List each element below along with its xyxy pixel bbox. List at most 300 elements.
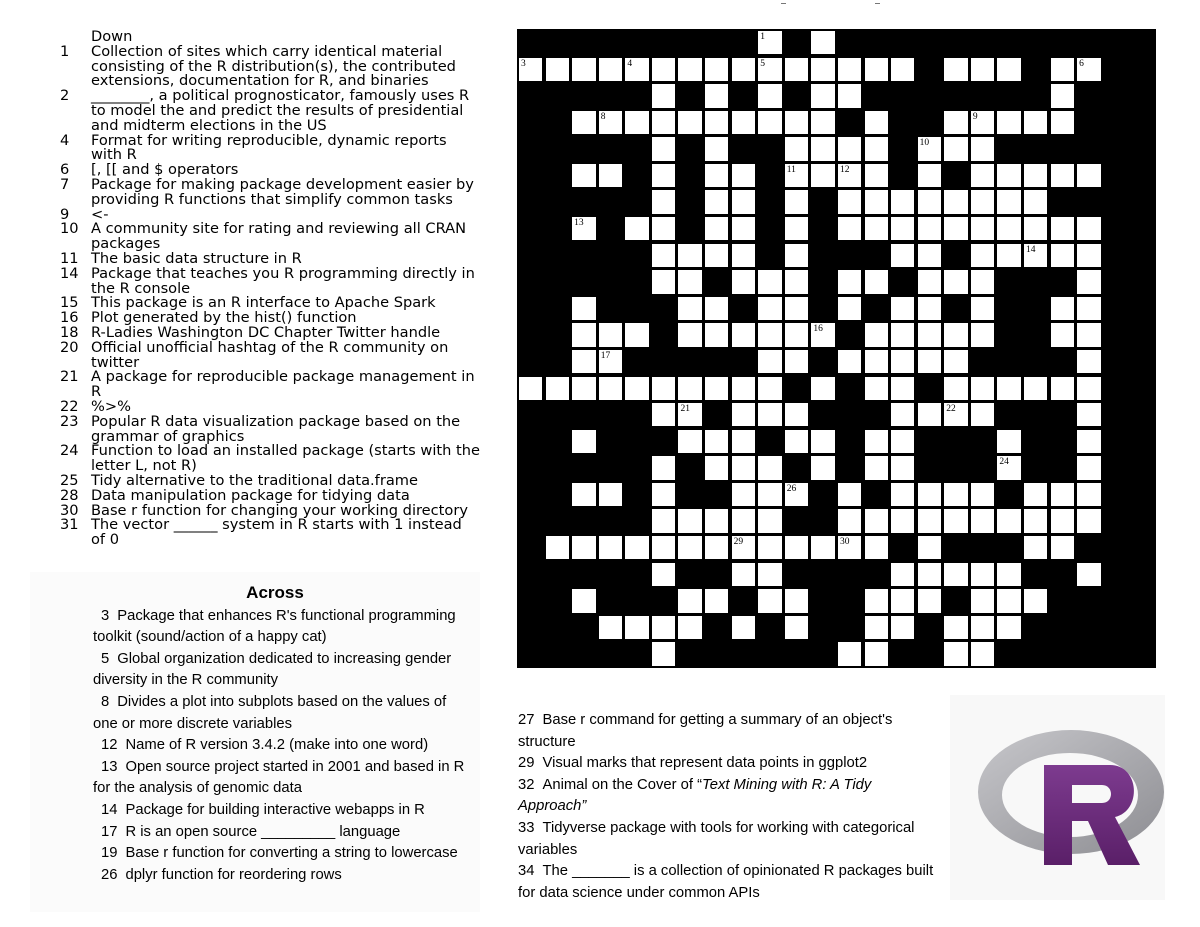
crossword-cell[interactable] [677, 429, 702, 454]
crossword-cell[interactable] [571, 588, 596, 613]
crossword-cell[interactable] [1050, 482, 1075, 507]
crossword-cell[interactable] [784, 189, 809, 214]
crossword-cell[interactable] [917, 136, 942, 161]
crossword-cell[interactable] [757, 296, 782, 321]
crossword-cell[interactable] [731, 243, 756, 268]
crossword-cell[interactable] [970, 508, 995, 533]
crossword-cell[interactable] [837, 136, 862, 161]
crossword-cell[interactable] [837, 189, 862, 214]
crossword-cell[interactable] [943, 216, 968, 241]
crossword-cell[interactable] [996, 376, 1021, 401]
crossword-cell[interactable] [731, 429, 756, 454]
crossword-cell[interactable] [757, 83, 782, 108]
crossword-cell[interactable] [757, 482, 782, 507]
crossword-cell[interactable] [704, 376, 729, 401]
crossword-cell[interactable] [1076, 508, 1101, 533]
crossword-cell[interactable] [996, 615, 1021, 640]
crossword-cell[interactable] [1023, 376, 1048, 401]
crossword-cell[interactable] [784, 482, 809, 507]
crossword-cell[interactable] [864, 641, 889, 666]
crossword-cell[interactable] [784, 269, 809, 294]
crossword-cell[interactable] [1076, 163, 1101, 188]
crossword-cell[interactable] [996, 163, 1021, 188]
crossword-cell[interactable] [677, 243, 702, 268]
crossword-cell[interactable] [757, 269, 782, 294]
crossword-cell[interactable] [571, 216, 596, 241]
crossword-cell[interactable] [864, 455, 889, 480]
crossword-cell[interactable] [704, 163, 729, 188]
crossword-cell[interactable] [757, 588, 782, 613]
crossword-cell[interactable] [784, 588, 809, 613]
crossword-cell[interactable] [810, 110, 835, 135]
crossword-cell[interactable] [704, 83, 729, 108]
crossword-cell[interactable] [970, 163, 995, 188]
crossword-cell[interactable] [1076, 455, 1101, 480]
crossword-cell[interactable] [1023, 110, 1048, 135]
crossword-cell[interactable] [1050, 163, 1075, 188]
crossword-cell[interactable] [837, 641, 862, 666]
crossword-cell[interactable] [651, 57, 676, 82]
crossword-cell[interactable] [864, 110, 889, 135]
crossword-cell[interactable] [651, 243, 676, 268]
crossword-cell[interactable] [784, 110, 809, 135]
crossword-cell[interactable] [731, 508, 756, 533]
crossword-cell[interactable] [864, 615, 889, 640]
crossword-cell[interactable] [571, 349, 596, 374]
crossword-cell[interactable] [943, 402, 968, 427]
crossword-cell[interactable] [624, 535, 649, 560]
crossword-cell[interactable] [704, 296, 729, 321]
crossword-cell[interactable] [864, 189, 889, 214]
crossword-cell[interactable] [731, 189, 756, 214]
crossword-cell[interactable] [731, 482, 756, 507]
crossword-cell[interactable] [731, 57, 756, 82]
crossword-cell[interactable] [890, 349, 915, 374]
crossword-cell[interactable] [651, 641, 676, 666]
crossword-cell[interactable] [1023, 189, 1048, 214]
crossword-cell[interactable] [837, 216, 862, 241]
crossword-cell[interactable] [651, 615, 676, 640]
crossword-cell[interactable] [890, 455, 915, 480]
crossword-cell[interactable] [677, 508, 702, 533]
crossword-cell[interactable] [1076, 243, 1101, 268]
crossword-cell[interactable] [571, 429, 596, 454]
crossword-cell[interactable] [970, 189, 995, 214]
crossword-cell[interactable] [864, 136, 889, 161]
crossword-cell[interactable] [1050, 508, 1075, 533]
crossword-cell[interactable] [917, 243, 942, 268]
crossword-cell[interactable] [970, 482, 995, 507]
crossword-cell[interactable] [1050, 83, 1075, 108]
crossword-cell[interactable] [518, 376, 543, 401]
crossword-cell[interactable] [677, 376, 702, 401]
crossword-cell[interactable] [757, 57, 782, 82]
crossword-cell[interactable] [651, 402, 676, 427]
crossword-cell[interactable] [1050, 322, 1075, 347]
clue-text: Base r function for changing your working directory [91, 501, 468, 519]
crossword-cell[interactable] [651, 376, 676, 401]
crossword-cell[interactable] [970, 296, 995, 321]
crossword-cell[interactable] [890, 322, 915, 347]
crossword-cell[interactable] [677, 57, 702, 82]
clue-text: This package is an R interface to Apache Spark [91, 294, 436, 312]
crossword-cell[interactable] [996, 455, 1021, 480]
crossword-cell[interactable] [677, 110, 702, 135]
clue-number: 26 [101, 866, 118, 883]
crossword-cell[interactable] [598, 163, 623, 188]
crossword-cell[interactable] [864, 376, 889, 401]
crossword-cell[interactable] [864, 508, 889, 533]
crossword-cell[interactable] [970, 641, 995, 666]
crossword-block [757, 136, 782, 161]
crossword-cell[interactable] [704, 243, 729, 268]
crossword-cell[interactable] [890, 216, 915, 241]
crossword-cell[interactable] [970, 322, 995, 347]
crossword-cell[interactable] [890, 588, 915, 613]
crossword-cell[interactable] [598, 57, 623, 82]
crossword-cell[interactable] [970, 588, 995, 613]
crossword-cell[interactable] [943, 57, 968, 82]
crossword-cell[interactable] [704, 429, 729, 454]
crossword-cell[interactable] [970, 57, 995, 82]
crossword-cell[interactable] [890, 615, 915, 640]
crossword-cell[interactable] [890, 296, 915, 321]
crossword-cell[interactable] [917, 269, 942, 294]
crossword-cell[interactable] [545, 57, 570, 82]
crossword-cell[interactable] [943, 508, 968, 533]
crossword-cell[interactable] [598, 376, 623, 401]
crossword-cell[interactable] [837, 482, 862, 507]
crossword-cell[interactable] [837, 535, 862, 560]
crossword-block [810, 216, 835, 241]
crossword-cell[interactable] [1076, 216, 1101, 241]
crossword-cell[interactable] [970, 110, 995, 135]
crossword-cell[interactable] [571, 296, 596, 321]
crossword-cell[interactable] [571, 110, 596, 135]
crossword-cell[interactable] [571, 535, 596, 560]
crossword-cell[interactable] [624, 322, 649, 347]
crossword-cell[interactable] [917, 349, 942, 374]
crossword-cell[interactable] [1076, 376, 1101, 401]
crossword-cell[interactable] [1050, 243, 1075, 268]
crossword-cell[interactable] [571, 482, 596, 507]
crossword-cell[interactable] [757, 30, 782, 55]
crossword-cell[interactable] [571, 57, 596, 82]
crossword-cell[interactable] [757, 455, 782, 480]
crossword-cell[interactable] [624, 615, 649, 640]
crossword-cell[interactable] [864, 429, 889, 454]
crossword-cell[interactable] [1023, 482, 1048, 507]
crossword-cell[interactable] [970, 243, 995, 268]
crossword-cell[interactable] [624, 110, 649, 135]
crossword-cell[interactable] [917, 588, 942, 613]
crossword-cell[interactable] [651, 163, 676, 188]
crossword-cell[interactable] [651, 508, 676, 533]
crossword-cell[interactable] [970, 562, 995, 587]
crossword-cell[interactable] [757, 110, 782, 135]
crossword-cell[interactable] [810, 136, 835, 161]
crossword-cell[interactable] [810, 455, 835, 480]
crossword-cell[interactable] [1076, 429, 1101, 454]
crossword-cell[interactable] [943, 136, 968, 161]
crossword-cell[interactable] [784, 243, 809, 268]
crossword-cell[interactable] [890, 376, 915, 401]
crossword-cell[interactable] [784, 429, 809, 454]
crossword-cell[interactable] [810, 30, 835, 55]
crossword-cell[interactable] [970, 269, 995, 294]
crossword-cell[interactable] [704, 455, 729, 480]
crossword-cell[interactable] [731, 163, 756, 188]
clue-number: 13 [101, 758, 118, 775]
crossword-cell[interactable] [651, 110, 676, 135]
crossword-cell[interactable] [917, 216, 942, 241]
crossword-cell[interactable] [810, 322, 835, 347]
crossword-cell[interactable] [943, 615, 968, 640]
crossword-cell[interactable] [731, 376, 756, 401]
crossword-cell[interactable] [571, 322, 596, 347]
crossword-cell[interactable] [598, 349, 623, 374]
crossword-cell[interactable] [651, 455, 676, 480]
crossword-cell[interactable] [996, 189, 1021, 214]
crossword-cell[interactable] [837, 269, 862, 294]
crossword-cell[interactable] [917, 322, 942, 347]
crossword-cell[interactable] [864, 163, 889, 188]
crossword-cell[interactable] [545, 535, 570, 560]
crossword-cell[interactable] [943, 110, 968, 135]
crossword-cell[interactable] [731, 562, 756, 587]
crossword-cell[interactable] [996, 216, 1021, 241]
crossword-cell[interactable] [704, 588, 729, 613]
crossword-cell[interactable] [1050, 57, 1075, 82]
crossword-cell[interactable] [810, 57, 835, 82]
crossword-cell[interactable] [917, 535, 942, 560]
crossword-cell[interactable] [784, 296, 809, 321]
crossword-cell[interactable] [731, 535, 756, 560]
cell-number: 11 [786, 164, 796, 175]
crossword-cell[interactable] [996, 57, 1021, 82]
crossword-cell[interactable] [784, 163, 809, 188]
crossword-cell[interactable] [757, 402, 782, 427]
crossword-cell[interactable] [677, 296, 702, 321]
crossword-cell[interactable] [651, 562, 676, 587]
crossword-cell[interactable] [598, 535, 623, 560]
crossword-cell[interactable] [864, 349, 889, 374]
crossword-cell[interactable] [1050, 216, 1075, 241]
crossword-cell[interactable] [757, 562, 782, 587]
crossword-cell[interactable] [704, 57, 729, 82]
crossword-cell[interactable] [810, 376, 835, 401]
crossword-cell[interactable] [970, 216, 995, 241]
crossword-cell[interactable] [1076, 562, 1101, 587]
cell-number: 18 [626, 349, 636, 360]
crossword-cell[interactable] [598, 110, 623, 135]
crossword-cell[interactable] [784, 402, 809, 427]
crossword-cell[interactable] [677, 588, 702, 613]
crossword-cell[interactable] [996, 243, 1021, 268]
crossword-cell[interactable] [598, 322, 623, 347]
crossword-cell[interactable] [1076, 482, 1101, 507]
clue-number: 34 [518, 863, 535, 880]
crossword-cell[interactable] [917, 508, 942, 533]
crossword-cell[interactable] [1023, 163, 1048, 188]
crossword-cell[interactable] [651, 216, 676, 241]
crossword-cell[interactable] [784, 216, 809, 241]
crossword-cell[interactable] [890, 189, 915, 214]
crossword-cell[interactable] [917, 189, 942, 214]
crossword-block [996, 136, 1021, 161]
crossword-cell[interactable] [810, 429, 835, 454]
crossword-cell[interactable] [970, 136, 995, 161]
crossword-cell[interactable] [837, 83, 862, 108]
crossword-cell[interactable] [784, 322, 809, 347]
crossword-cell[interactable] [677, 269, 702, 294]
crossword-cell[interactable] [651, 83, 676, 108]
crossword-cell[interactable] [1023, 243, 1048, 268]
crossword-cell[interactable] [598, 482, 623, 507]
crossword-cell[interactable] [864, 322, 889, 347]
crossword-cell[interactable] [624, 376, 649, 401]
crossword-cell[interactable] [677, 402, 702, 427]
crossword-cell[interactable] [704, 189, 729, 214]
down-clue [60, 175, 480, 208]
crossword-cell[interactable] [996, 588, 1021, 613]
crossword-cell[interactable] [864, 588, 889, 613]
crossword-cell[interactable] [890, 402, 915, 427]
crossword-cell[interactable] [757, 322, 782, 347]
crossword-cell[interactable] [996, 562, 1021, 587]
crossword-cell[interactable] [1023, 588, 1048, 613]
crossword-cell[interactable] [970, 402, 995, 427]
crossword-cell[interactable] [518, 57, 543, 82]
crossword-cell[interactable] [651, 269, 676, 294]
crossword-cell[interactable] [677, 535, 702, 560]
down-clue [60, 518, 480, 548]
crossword-cell[interactable] [651, 189, 676, 214]
crossword-cell[interactable] [1076, 296, 1101, 321]
crossword-cell[interactable] [624, 216, 649, 241]
crossword-cell[interactable] [1050, 535, 1075, 560]
crossword-cell[interactable] [651, 482, 676, 507]
crossword-cell[interactable] [890, 562, 915, 587]
crossword-cell[interactable] [731, 615, 756, 640]
crossword-cell[interactable] [571, 163, 596, 188]
crossword-cell[interactable] [864, 535, 889, 560]
crossword-cell[interactable] [917, 296, 942, 321]
crossword-cell[interactable] [943, 349, 968, 374]
crossword-cell[interactable] [1076, 349, 1101, 374]
crossword-cell[interactable] [890, 243, 915, 268]
crossword-cell[interactable] [784, 615, 809, 640]
crossword-cell[interactable] [943, 322, 968, 347]
crossword-cell[interactable] [731, 455, 756, 480]
crossword-block [1103, 615, 1128, 640]
crossword-cell[interactable] [1023, 216, 1048, 241]
crossword-cell[interactable] [1023, 508, 1048, 533]
crossword-cell[interactable] [704, 110, 729, 135]
crossword-cell[interactable] [571, 376, 596, 401]
crossword-cell[interactable] [996, 429, 1021, 454]
crossword-cell[interactable] [1076, 57, 1101, 82]
crossword-cell[interactable] [545, 376, 570, 401]
crossword-cell[interactable] [837, 508, 862, 533]
crossword-cell[interactable] [677, 615, 702, 640]
crossword-cell[interactable] [624, 57, 649, 82]
crossword-cell[interactable] [837, 163, 862, 188]
crossword-cell[interactable] [731, 110, 756, 135]
crossword-cell[interactable] [943, 189, 968, 214]
crossword-cell[interactable] [651, 136, 676, 161]
crossword-cell[interactable] [757, 535, 782, 560]
crossword-cell[interactable] [943, 376, 968, 401]
crossword-cell[interactable] [1076, 402, 1101, 427]
crossword-cell[interactable] [837, 57, 862, 82]
crossword-cell[interactable] [757, 508, 782, 533]
crossword-cell[interactable] [1023, 535, 1048, 560]
crossword-cell[interactable] [704, 322, 729, 347]
crossword-cell[interactable] [890, 429, 915, 454]
crossword-cell[interactable] [784, 349, 809, 374]
crossword-cell[interactable] [1050, 110, 1075, 135]
crossword-cell[interactable] [917, 163, 942, 188]
crossword-cell[interactable] [996, 110, 1021, 135]
crossword-cell[interactable] [970, 376, 995, 401]
crossword-cell[interactable] [890, 57, 915, 82]
crossword-cell[interactable] [731, 269, 756, 294]
crossword-cell[interactable] [864, 216, 889, 241]
crossword-cell[interactable] [757, 376, 782, 401]
crossword-cell[interactable] [890, 482, 915, 507]
crossword-cell[interactable] [704, 535, 729, 560]
crossword-cell[interactable] [917, 402, 942, 427]
crossword-cell[interactable] [1076, 269, 1101, 294]
crossword-cell[interactable] [731, 322, 756, 347]
crossword-cell[interactable] [890, 508, 915, 533]
clue-text: Package for building interactive webapps in R [125, 801, 425, 818]
crossword-cell[interactable] [943, 641, 968, 666]
crossword-cell[interactable] [943, 562, 968, 587]
crossword-cell[interactable] [651, 535, 676, 560]
crossword-cell[interactable] [837, 296, 862, 321]
crossword-cell[interactable] [917, 562, 942, 587]
crossword-cell[interactable] [731, 216, 756, 241]
crossword-cell[interactable] [598, 615, 623, 640]
crossword-cell[interactable] [784, 57, 809, 82]
crossword-cell[interactable] [917, 482, 942, 507]
crossword-cell[interactable] [864, 57, 889, 82]
crossword-cell[interactable] [784, 535, 809, 560]
crossword-cell[interactable] [943, 482, 968, 507]
crossword-cell[interactable] [704, 216, 729, 241]
crossword-cell[interactable] [677, 322, 702, 347]
crossword-cell[interactable] [810, 83, 835, 108]
clue-number: 16 [60, 309, 79, 327]
crossword-cell[interactable] [810, 535, 835, 560]
crossword-cell[interactable] [996, 508, 1021, 533]
crossword-cell[interactable] [757, 349, 782, 374]
crossword-cell[interactable] [943, 269, 968, 294]
crossword-cell[interactable] [731, 402, 756, 427]
crossword-cell[interactable] [784, 136, 809, 161]
crossword-cell[interactable] [810, 163, 835, 188]
crossword-cell[interactable] [837, 349, 862, 374]
crossword-cell[interactable] [704, 136, 729, 161]
crossword-cell[interactable] [864, 269, 889, 294]
crossword-cell[interactable] [1050, 296, 1075, 321]
crossword-cell[interactable] [970, 615, 995, 640]
crossword-cell[interactable] [704, 508, 729, 533]
crossword-cell[interactable] [1076, 322, 1101, 347]
crossword-cell[interactable] [1050, 376, 1075, 401]
